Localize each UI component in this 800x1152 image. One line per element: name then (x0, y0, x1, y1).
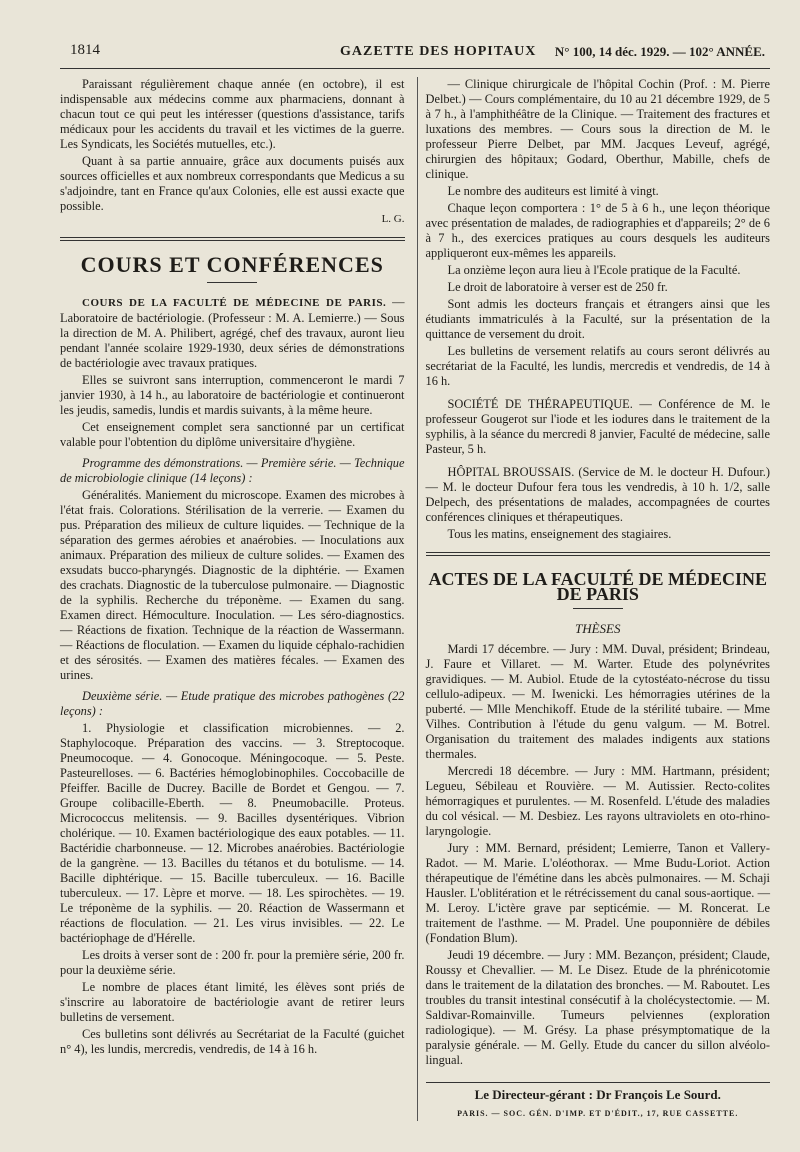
divider (426, 1082, 771, 1083)
paragraph: La onzième leçon aura lieu à l'Ecole pratique de la Faculté. (447, 263, 741, 277)
subsection-heading: Programme des démonstrations. — Première série. — Technique de microbiologie clinique (14 leçons) : (60, 456, 405, 485)
right-column (417, 77, 771, 1121)
subsection-heading: THÈSES (575, 621, 621, 636)
paragraph: Généralités. Maniement du microscope. Examen des microbes à l'état frais. Colorations. Stérilisation de la verrerie. — Examen du pus. Préparation des milieux de culture liquides. — Technique de la séparation des germes aérobies et anaérobies. — Inoculations aux animaux. Préparation des milieux de culture solides. — Examen des exsudats bucco-pharyngés. Diagnostic de la diphtérie. — Examen des crachats. Diagnostic de la tuberculose pulmonaire. — Diagnostic de la syphilis. Recherche du tréponème. — Examen du sang. Examen direct. Hémoculture. Inoculation. — Les séro-diagnostics. — Réactions de fixation. Technique de la réaction de Wassermann. — Réactions de floculation. — Examen du liquide céphalo-rachidien et des sérosités. — Examen des matières fécales. — Examen des urines. (60, 488, 405, 682)
paragraph: — Clinique chirurgicale de l'hôpital Cochin (Prof. : M. Pierre Delbet.) — Cours complémentaire, du 10 au 21 décembre 1929, de 5 à 7 h., à l'amphithéâtre de la Clinique. — Traitement des fractures et luxations des membres. — Cours sous la direction de M. le professeur Pierre Delbet, par MM. Jacques Leveuf, agrégé, chirurgien des hôpitaux; Godard, Oberthur, Mabille, chefs de clinique. (425, 77, 770, 181)
subsection-heading: COURS DE LA FACULTÉ DE MÉDECINE DE PARIS. (82, 297, 387, 309)
paragraph: Elles se suivront sans interruption, commenceront le mardi 7 janvier 1930, à 14 h., au laboratoire de bactériologie et continueront les jeudis, samedis, lundis et mardis suivants, à la même heure. (60, 373, 405, 417)
paragraph: Chaque leçon comportera : 1° de 5 à 6 h., une leçon théorique avec présentation de malades, de radiographies et d'appareils; 2° de 6 à 7 h., des exercices pratiques au cours desquels les auditeurs appliqueront eux-mêmes les appareils. (425, 201, 770, 260)
paragraph: 1. Physiologie et classification microbiennes. — 2. Staphylocoque. Préparation des vaccins. — 3. Streptocoque. Pneumocoque. — 4. Gonocoque. Méningocoque. — 5. Peste. Pasteurelloses. — 6. Bactéries hémoglobinophiles. Coccobacille de Pfeiffer. Bacille de Ducrey. Bacille de Bordet et Gengou. — 7. Groupe colibacille-Eberth. — 8. Pneumobacille. Proteus. Micrococcus melitensis. — 9. Bacilles dysentériques. Vibrion cholérique. — 10. Examen bactériologique des eaux potables. — 11. Bactéridie charbonneuse. — 12. Microbes anaérobies. Bactériologie de la gangrène. — 13. Bacilles du tétanos et du botulisme. — 14. Bacille diphtérique. — 15. Bacille tuberculeux. — 16. Bacille tuberculeux. — 17. Lèpre et morve. — 18. Les spirochètes. — 19. Le tréponème de la syphilis. — 20. Réaction de Wassermann et réactions de floculation. — 21. Les virus invisibles. — 22. Le bactériophage de d'Hérelle. (60, 721, 405, 945)
paragraph: Les bulletins de versement relatifs au cours seront délivrés au secrétariat de la Faculté, les lundis, mercredis et vendredis, de 14 à 16 h. (425, 344, 770, 388)
paragraph: — Laboratoire de bactériologie. (Professeur : M. A. Lemierre.) — Sous la direction de M. A. Philibert, agrégé, chef des travaux, auront lieu pendant l'année scolaire 1929-1930, deux séries de démonstrations de bactériologie avec travaux pratiques. (60, 295, 405, 370)
paragraph: Tous les matins, enseignement des stagiaires. (447, 527, 672, 541)
section-title: ACTES DE LA FACULTÉ DE MÉDECINE DE PARIS (428, 569, 768, 604)
paragraph: Paraissant régulièrement chaque année (en octobre), il est indispensable aux médecins comme aux pharmaciens, donnant à chacun tout ce qui peut les intéresser (questions d'assistance, tarifs médicaux pour les accidents du travail et les victimes de la guerre. Les Syndicats, les Sociétés mutuelles, etc.). (60, 77, 405, 151)
paragraph: Mercredi 18 décembre. — Jury : MM. Hartmann, président; Legueu, Sébileau et Rouvière. — M. Autissier. Recto-colites hémorragiques et purulentes. — M. Rosenfeld. L'étude des maladies du col vésical. — M. Desbiez. Les rayons ultraviolets en oto-rhino-laryngologie. (425, 764, 770, 838)
paragraph: Mardi 17 décembre. — Jury : MM. Duval, président; Brindeau, J. Faure et Villaret. — M. Warter. Etude des polynévrites gravidiques. — M. Aubiol. Etude de la cytostéato-nécrose du tissu cellulo-adipeux. — M. Iwenicki. Les hémorragies utérines de la puberté. — Mlle Menchikoff. Etude de la stérilité tubaire. — Mme Vilhes. Contribution à l'étude du genu valgum. — M. Botrel. Organisation du traitement des malades indigents aux stations thermales. (425, 642, 770, 761)
paragraph: Jeudi 19 décembre. — Jury : MM. Bezançon, président; Claude, Roussy et Chevallier. — M. Le Disez. Etude de la phrénicotomie dans le traitement de la dilatation des bronches. — M. Raboutet. Les troubles du transit intestinal consécutif à la cholécystectomie. — M. Saldivar-Romainville. Tumeurs pelviennes (exploration radiologique). — M. Grésy. La phase présymptomatique de la paralysie générale. — M. Gelly. Etude du cancer du sillon alvéolo-lingual. (425, 948, 770, 1067)
paragraph: Le droit de laboratoire à verser est de 250 fr. (447, 280, 668, 294)
paragraph: Sont admis les docteurs français et étrangers ainsi que les étudiants immatriculés à la Faculté, sur la présentation de la quittance de versement du droit. (425, 297, 770, 341)
director-line: Le Directeur-gérant : Dr François Le Sourd. (474, 1087, 721, 1102)
section-title: COURS ET CONFÉRENCES (80, 252, 384, 277)
page-header (60, 40, 770, 69)
paragraph: Cet enseignement complet sera sanctionné par un certificat valable pour l'obtention du diplôme universitaire d'hygiène. (60, 420, 405, 449)
paragraph: Les droits à verser sont de : 200 fr. pour la première série, 200 fr. pour la deuxième série. (60, 948, 405, 977)
printer-line: PARIS. — SOC. GÉN. D'IMP. ET D'ÉDIT., 17, RUE CASSETTE. (457, 1109, 739, 1118)
divider (426, 552, 771, 556)
signature: L. G. (381, 213, 405, 225)
paragraph: HÔPITAL BROUSSAIS. (Service de M. le docteur H. Dufour.) — M. le docteur Dufour fera tous les vendredis, à 10 h. 1/2, salle Delpech, des présentations de malades, accompagnées de courtes conférences cliniques et thérapeutiques. (425, 465, 770, 524)
journal-title: GAZETTE DES HOPITAUX (340, 44, 537, 59)
paragraph: Ces bulletins sont délivrés au Secrétariat de la Faculté (guichet n° 4), les lundis, mercredis, vendredis, de 14 à 16 h. (60, 1027, 405, 1056)
left-column (60, 77, 405, 1121)
paragraph: SOCIÉTÉ DE THÉRAPEUTIQUE. — Conférence de M. le professeur Gougerot sur l'iode et les iodures dans le traitement de la syphilis, à la séance du mercredi 8 janvier, Faculté de médecine, salle Pasteur, 5 h. (425, 397, 770, 456)
page-number: 1814 (70, 42, 100, 58)
issue-info: N° 100, 14 déc. 1929. — 102° ANNÉE. (554, 44, 765, 59)
paragraph: Le nombre de places étant limité, les élèves sont priés de s'inscrire au laboratoire de bactériologie avant de retirer leurs bulletins de versement. (60, 980, 405, 1024)
paragraph: Le nombre des auditeurs est limité à vingt. (447, 184, 659, 198)
subsection-heading: Deuxième série. — Etude pratique des microbes pathogènes (22 leçons) : (60, 689, 405, 718)
divider (60, 237, 405, 241)
paragraph: Quant à sa partie annuaire, grâce aux documents puisés aux sources officielles et aux nombreux correspondants que Medicus a su s'adjoindre, tant en France qu'aux Colonies, elle est aussi exacte que possible. (60, 154, 405, 213)
divider (573, 608, 623, 609)
paragraph: Jury : MM. Bernard, président; Lemierre, Tanon et Vallery-Radot. — M. Marie. L'oléothorax. — Mme Budu-Loriot. Action thérapeutique de l'émétine dans les abcès pulmonaires. — M. Schaji Hausler. L'oblitération et le rétrécissement du canal sous-aortique. — M. Leroy. L'ictère grave par septicémie. — M. Roncerat. Le traitement de l'asthme. — M. Pradel. Une pouponnière de débiles (Fondation Blum). (425, 841, 770, 945)
divider (207, 282, 257, 283)
